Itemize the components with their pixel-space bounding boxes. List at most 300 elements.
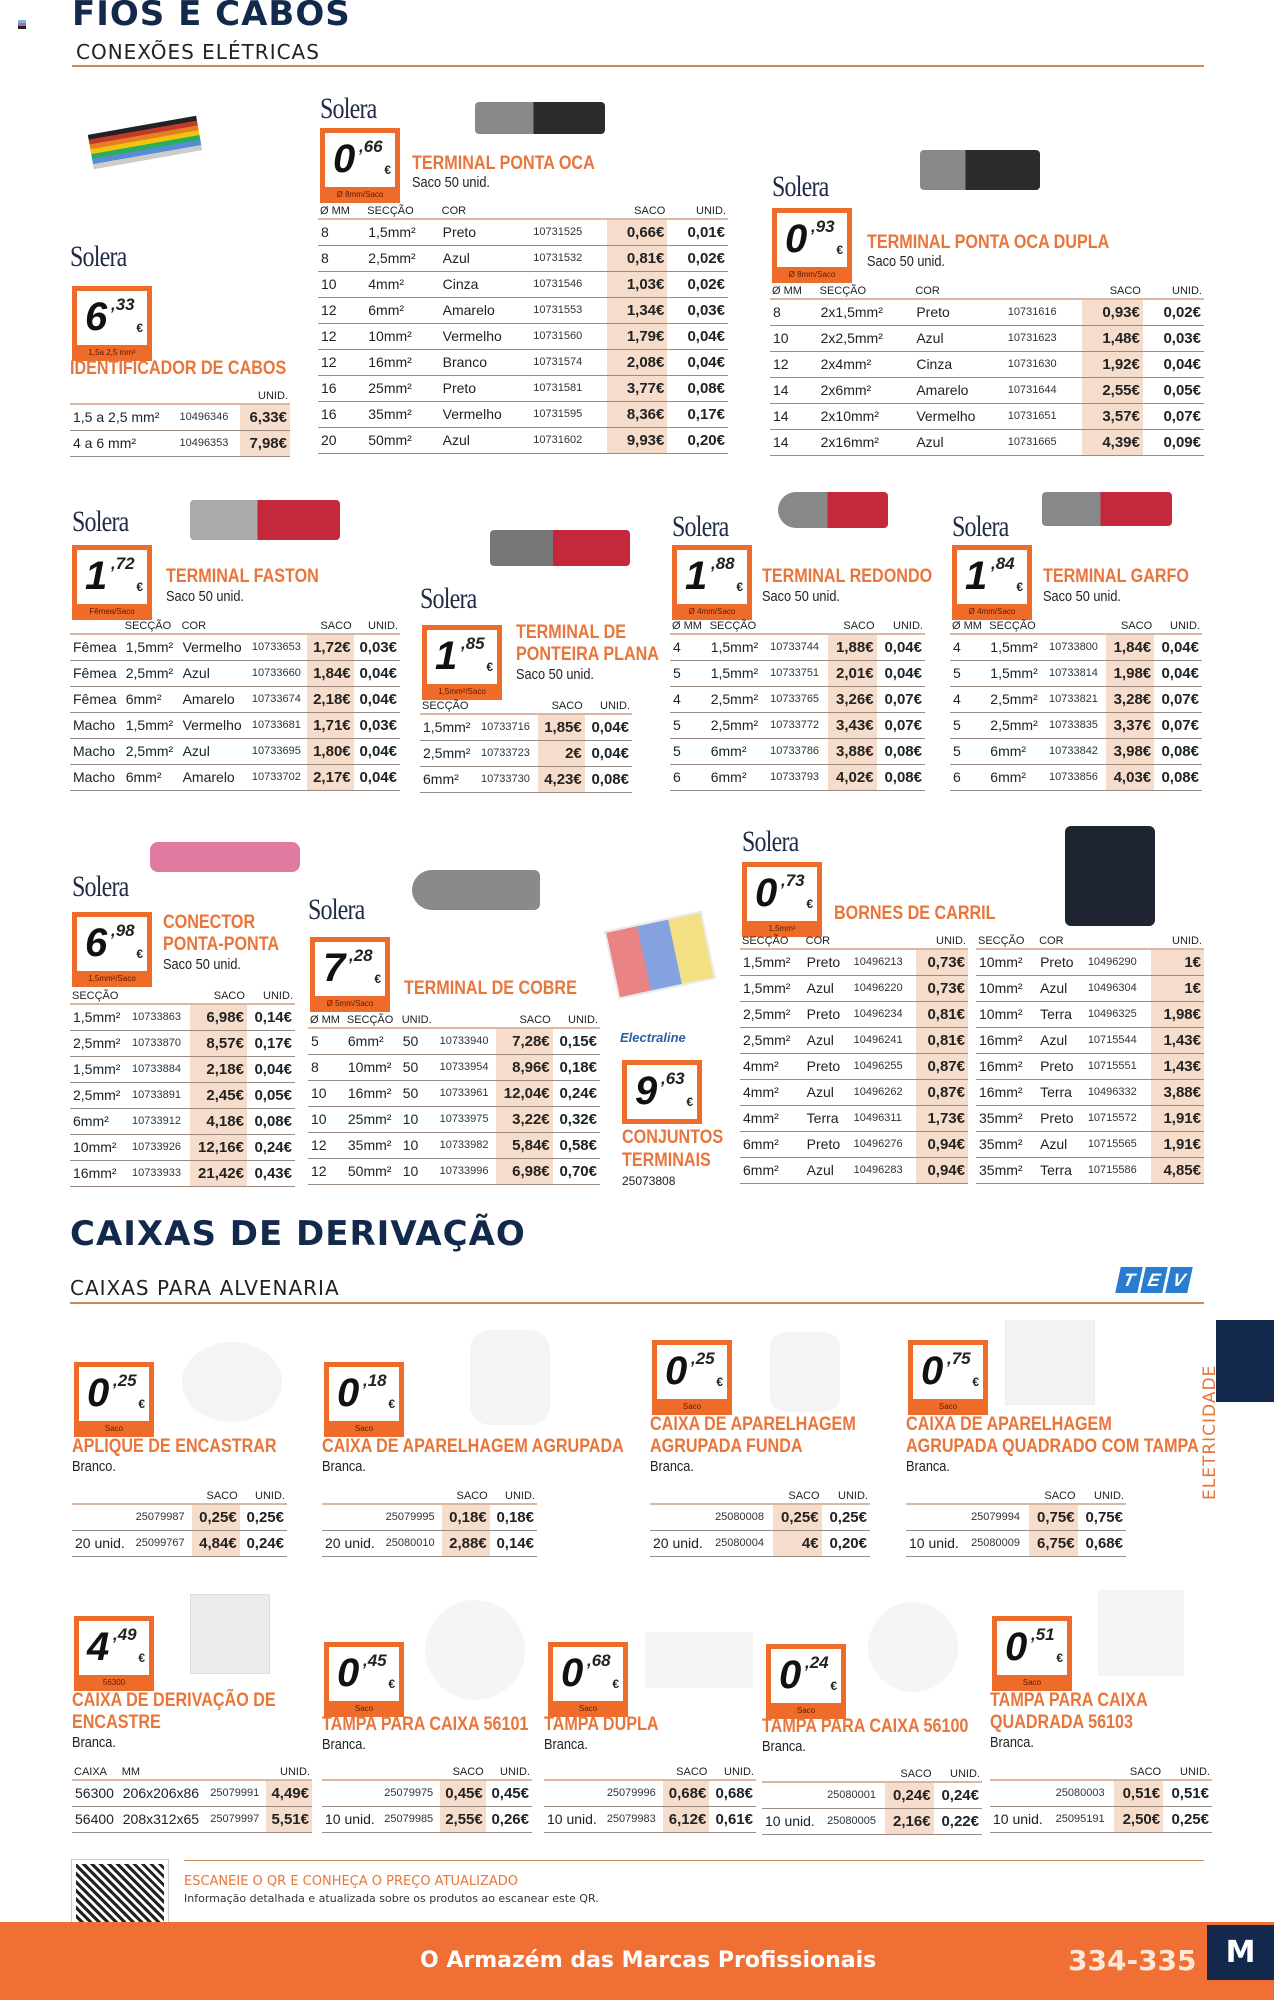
table-cell: 4,49€: [266, 1780, 312, 1806]
table-cell: 6: [950, 764, 987, 790]
table-cell: 10496220: [851, 975, 916, 1001]
table-cell: 0,18€: [553, 1054, 600, 1080]
table-cell: 2,50€: [1114, 1806, 1163, 1832]
table-cell: Vermelho: [180, 634, 249, 660]
table-cell: 0,05€: [247, 1082, 295, 1108]
box-image: [1005, 1320, 1095, 1405]
table-cell: 2,5mm²: [70, 1082, 129, 1108]
table-row: [976, 975, 1204, 1001]
table-cell: 0,73€: [916, 975, 968, 1001]
table-cell: 0,08€: [877, 764, 925, 790]
table-cell: 10mm²: [976, 1001, 1037, 1027]
table-row: [976, 1027, 1204, 1053]
price-tag: 0 ,25 € Saco: [74, 1362, 154, 1426]
table-cell: 6,98€: [190, 1004, 247, 1030]
table-cell: 0,04€: [354, 738, 400, 764]
product-title: CAIXA DE APARELHAGEM: [650, 1414, 856, 1435]
ferrule-image: [475, 102, 605, 134]
table-cell: 0,01€: [667, 219, 728, 245]
table-row: [70, 634, 400, 660]
table-row: [70, 1108, 295, 1134]
table-cell: Amarelo: [180, 764, 249, 790]
table-row: [670, 738, 925, 764]
table-cell: 6: [670, 764, 708, 790]
table-cell: 0,04€: [585, 714, 632, 740]
table-cell: 1,5mm²: [987, 660, 1046, 686]
table-cell: 0,08€: [585, 766, 632, 792]
bornes-table-right: SECÇÃO COR UNID. 10mm² Preto 10496290 1€ 10mm² Azul 10496304 1€ 10mm² Terra 10496325 1,98€ 16mm² Azul 10715544 1,43€ 16mm² Preto 10715551 1,43€ 16mm² Terra 10496332 3,88€ 35mm² Preto 10715572 1,91€ 35mm² Azul 10715565 1,91€ 35mm² Terra 10715586 4,85€: [976, 933, 1204, 1184]
table-row: [318, 219, 728, 245]
table-cell: 16: [318, 401, 365, 427]
table-cell: Preto: [804, 1053, 851, 1079]
table-cell: 10731595: [530, 401, 606, 427]
brand-logo: Solera: [672, 510, 729, 543]
table-cell: 2,5mm²: [420, 740, 478, 766]
table-cell: 10715572: [1085, 1105, 1151, 1131]
table-cell: 10731546: [530, 271, 606, 297]
table-cell: 6mm²: [987, 764, 1046, 790]
table-cell: 1,43€: [1151, 1027, 1204, 1053]
table-cell: 10733723: [478, 740, 538, 766]
table-row: [308, 1106, 600, 1132]
dupla-table: SACO UNID. 25079996 0,68€ 0,68€ 10 unid. 25079983 6,12€ 0,61€: [544, 1764, 756, 1833]
table-cell: 1,88€: [828, 634, 876, 660]
table-cell: Azul: [1037, 1131, 1085, 1157]
product-title: TERMINAL FASTON: [166, 566, 319, 587]
table-cell: 10733744: [767, 634, 828, 660]
product-title: CONJUNTOS: [622, 1127, 724, 1148]
product-title: TAMPA PARA CAIXA: [990, 1690, 1148, 1711]
price-tag: 1 ,85 € 1,5mm²/Saco: [422, 625, 502, 689]
agrupada-table: SACO UNID. 25079995 0,18€ 0,18€ 20 unid. 25080010 2,88€ 0,14€: [322, 1488, 537, 1557]
table-cell: 0,22€: [934, 1808, 982, 1834]
box-image: [470, 1330, 550, 1425]
table-row: [950, 712, 1202, 738]
table-cell: 10731574: [530, 349, 606, 375]
table-row: [70, 686, 400, 712]
table-cell: 50: [400, 1054, 437, 1080]
table-cell: 0,68€: [663, 1780, 710, 1806]
table-row: [318, 401, 728, 427]
table-cell: 0,24€: [934, 1782, 982, 1808]
table-cell: 1,5mm²: [123, 712, 180, 738]
table-cell: 2,5mm²: [708, 712, 767, 738]
table-row: [318, 297, 728, 323]
side-tab: [1216, 1320, 1274, 1402]
table-cell: 1,03€: [607, 271, 668, 297]
table-cell: 2,5mm²: [70, 1030, 129, 1056]
price-tag: 0 ,51 € Saco: [992, 1616, 1072, 1680]
cover-image: [1098, 1590, 1184, 1676]
table-cell: 10733702: [249, 764, 307, 790]
table-cell: 2x2,5mm²: [818, 325, 914, 351]
table-cell: 0,20€: [667, 427, 728, 453]
table-cell: 50: [400, 1080, 437, 1106]
table-cell: Terra: [804, 1105, 851, 1131]
table-cell: 1,72€: [307, 634, 353, 660]
table-row: [322, 1530, 537, 1556]
cover-image: [868, 1602, 958, 1692]
table-cell: 0,45€: [440, 1780, 486, 1806]
table-cell: 0,14€: [490, 1530, 537, 1556]
table-cell: 16: [318, 375, 365, 401]
table-cell: 2,5mm²: [123, 660, 180, 686]
table-row: [976, 1157, 1204, 1183]
table-cell: 0,03€: [354, 634, 400, 660]
table-cell: 0,66€: [607, 219, 668, 245]
cable-identifier-image: [88, 116, 202, 170]
table-cell: 10496234: [851, 1001, 916, 1027]
table-cell: 10733835: [1046, 712, 1106, 738]
product-subtitle: Branca.: [72, 1734, 116, 1751]
table-cell: 10: [400, 1106, 437, 1132]
table-cell: 3,22€: [496, 1106, 552, 1132]
table-cell: 2x1,5mm²: [818, 299, 914, 325]
table-cell: 35mm²: [365, 401, 439, 427]
table-row: [650, 1530, 870, 1556]
table-cell: 25079987: [133, 1504, 193, 1530]
table-cell: 2,18€: [190, 1056, 247, 1082]
table-cell: 0,15€: [553, 1028, 600, 1054]
table-cell: 10: [318, 271, 365, 297]
table-cell: 6mm²: [345, 1028, 400, 1054]
table-cell: 0,73€: [916, 949, 968, 975]
table-cell: 4: [670, 686, 708, 712]
table-cell: 12: [318, 323, 365, 349]
table-cell: 10733695: [249, 738, 307, 764]
section-subtitle: CAIXAS PARA ALVENARIA: [70, 1276, 340, 1300]
table-cell: 0,24€: [247, 1134, 295, 1160]
table-cell: 10715551: [1085, 1053, 1151, 1079]
copper-lug-image: [412, 870, 540, 910]
table-cell: Macho: [70, 712, 123, 738]
table-cell: 8: [318, 219, 365, 245]
table-cell: 6mm²: [420, 766, 478, 792]
table-cell: 0,17€: [667, 401, 728, 427]
table-cell: Azul: [180, 660, 249, 686]
price-tag: 6 ,98 € 1,5mm²/Saco: [72, 912, 152, 976]
table-row: [322, 1806, 532, 1832]
table-cell: 10: [400, 1158, 437, 1184]
table-cell: 1,5mm²: [740, 975, 804, 1001]
table-cell: Fêmea: [70, 686, 123, 712]
table-row: [318, 271, 728, 297]
table-row: [670, 660, 925, 686]
table-cell: 4,03€: [1106, 764, 1154, 790]
table-cell: 1,5mm²: [123, 634, 180, 660]
table-cell: 10733891: [129, 1082, 190, 1108]
brand-logo: Solera: [420, 582, 477, 615]
redondo-table: Ø MM SECÇÃO SACO UNID. 4 1,5mm² 10733744 1,88€ 0,04€ 5 1,5mm² 10733751 2,01€ 0,04€ 4 2,5mm² 10733765 3,26€ 0,07€ 5 2,5mm² 10733772 3,43€ 0,07€ 5 6mm² 10733786 3,88€ 0,08€ 6 6mm² 10733793 4,02€ 0,08€: [670, 618, 925, 791]
table-cell: 0,08€: [1154, 764, 1202, 790]
table-cell: Amarelo: [180, 686, 249, 712]
product-subtitle: Saco 50 unid.: [762, 588, 840, 605]
table-cell: 10496241: [851, 1027, 916, 1053]
table-row: [670, 712, 925, 738]
table-row: [950, 660, 1202, 686]
table-cell: Azul: [440, 427, 531, 453]
table-cell: 10733933: [129, 1160, 190, 1186]
table-cell: 4€: [773, 1530, 821, 1556]
table-cell: 10733674: [249, 686, 307, 712]
butt-connector-image: [150, 842, 300, 872]
table-cell: Azul: [913, 429, 1004, 455]
table-cell: 6mm²: [708, 764, 767, 790]
table-row: [976, 1001, 1204, 1027]
table-row: [72, 1504, 287, 1530]
identificador-table: UNID. 1,5 a 2,5 mm² 10496346 6,33€ 4 a 6 mm² 10496353 7,98€: [70, 388, 290, 457]
table-cell: Azul: [440, 245, 531, 271]
table-cell: Azul: [1037, 975, 1085, 1001]
box-image: [182, 1342, 282, 1422]
table-cell: Preto: [440, 219, 531, 245]
table-cell: 3,26€: [828, 686, 876, 712]
table-cell: 1,43€: [1151, 1053, 1204, 1079]
table-row: [740, 975, 968, 1001]
table-cell: [72, 1504, 133, 1530]
table-cell: 4,18€: [190, 1108, 247, 1134]
table-cell: 12: [318, 349, 365, 375]
table-cell: 0,03€: [1143, 325, 1204, 351]
table-cell: Macho: [70, 764, 123, 790]
table-row: [72, 1780, 312, 1806]
table-cell: 10496304: [1085, 975, 1151, 1001]
table-cell: Amarelo: [440, 297, 531, 323]
table-cell: 1,71€: [307, 712, 353, 738]
table-row: [906, 1530, 1126, 1556]
table-cell: 25080008: [712, 1504, 773, 1530]
table-row: [740, 1079, 968, 1105]
table-cell: 0,08€: [667, 375, 728, 401]
table-cell: 2,16€: [885, 1808, 933, 1834]
table-cell: 6mm²: [987, 738, 1046, 764]
brand-logo: Solera: [952, 510, 1009, 543]
table-row: [322, 1504, 537, 1530]
table-cell: 0,58€: [553, 1132, 600, 1158]
product-title: CAIXA DE APARELHAGEM AGRUPADA: [322, 1436, 624, 1457]
aplique-table: SACO UNID. 25079987 0,25€ 0,25€ 20 unid. 25099767 4,84€ 0,24€: [72, 1488, 287, 1557]
table-row: [70, 738, 400, 764]
table-cell: 3,88€: [1151, 1079, 1204, 1105]
table-cell: 8: [770, 299, 818, 325]
table-row: [740, 949, 968, 975]
table-cell: 16mm²: [70, 1160, 129, 1186]
table-cell: 0,04€: [354, 686, 400, 712]
table-cell: 25080005: [824, 1808, 885, 1834]
table-cell: 0,24€: [885, 1782, 933, 1808]
table-cell: Azul: [913, 325, 1004, 351]
table-cell: 0,32€: [553, 1106, 600, 1132]
table-row: [950, 764, 1202, 790]
table-cell: 56400: [72, 1806, 120, 1832]
table-cell: 10733800: [1046, 634, 1106, 660]
table-cell: 0,81€: [607, 245, 668, 271]
table-cell: [544, 1780, 604, 1806]
table-cell: 6,12€: [663, 1806, 710, 1832]
table-cell: 16mm²: [976, 1027, 1037, 1053]
brand-logo: Solera: [72, 505, 129, 538]
table-cell: 2x16mm²: [818, 429, 914, 455]
table-cell: Terra: [1037, 1079, 1085, 1105]
product-subtitle: Branca.: [990, 1734, 1034, 1751]
table-row: [670, 764, 925, 790]
table-cell: Preto: [913, 299, 1004, 325]
table-cell: 10733681: [249, 712, 307, 738]
table-cell: 56300: [72, 1780, 120, 1806]
table-cell: 10731630: [1005, 351, 1082, 377]
table-cell: 1,84€: [1106, 634, 1154, 660]
table-cell: 6mm²: [123, 764, 180, 790]
table-row: [72, 1530, 287, 1556]
product-title: PONTEIRA PLANA: [516, 644, 659, 665]
table-cell: 1,91€: [1151, 1131, 1204, 1157]
price-tag: 0 ,73 € 1,5mm²: [742, 862, 822, 926]
product-title: ENCASTRE: [72, 1712, 161, 1733]
funda-table: SACO UNID. 25080008 0,25€ 0,25€ 20 unid. 25080004 4€ 0,20€: [650, 1488, 870, 1557]
table-cell: Azul: [1037, 1027, 1085, 1053]
section-title: CAIXAS DE DERIVAÇÃO: [70, 1214, 526, 1254]
product-title: TERMINAL DE: [516, 622, 627, 643]
faston-image: [190, 500, 340, 540]
table-cell: 25079995: [383, 1504, 443, 1530]
table-cell: 0,02€: [667, 271, 728, 297]
table-cell: 0,70€: [553, 1158, 600, 1184]
table-cell: Terra: [1037, 1157, 1085, 1183]
price-tag: 0 ,24 € Saco: [766, 1644, 846, 1708]
table-cell: 10731651: [1005, 403, 1082, 429]
table-row: [420, 714, 632, 740]
table-cell: 0,25€: [1163, 1806, 1212, 1832]
section-subtitle: CONEXÕES ELÉTRICAS: [76, 40, 320, 64]
table-cell: 10715586: [1085, 1157, 1151, 1183]
bornes-table-left: SECÇÃO COR UNID. 1,5mm² Preto 10496213 0,73€ 1,5mm² Azul 10496220 0,73€ 2,5mm² Preto 10496234 0,81€ 2,5mm² Azul 10496241 0,81€ 4mm² Preto 10496255 0,87€ 4mm² Azul 10496262 0,87€ 4mm² Terra 10496311 1,73€ 6mm² Preto 10496276 0,94€ 6mm² Azul 10496283 0,94€: [740, 933, 968, 1184]
table-cell: 16mm²: [976, 1079, 1037, 1105]
table-cell: 206x206x86: [120, 1780, 207, 1806]
product-subtitle: Saco 50 unid.: [166, 588, 244, 605]
table-cell: 5: [308, 1028, 345, 1054]
table-cell: Fêmea: [70, 634, 123, 660]
table-cell: Macho: [70, 738, 123, 764]
table-cell: 0,18€: [490, 1504, 537, 1530]
table-row: [950, 686, 1202, 712]
table-cell: 4: [670, 634, 708, 660]
table-cell: Preto: [1037, 1053, 1085, 1079]
table-cell: 50mm²: [365, 427, 439, 453]
table-cell: 20: [318, 427, 365, 453]
table-cell: 8: [318, 245, 365, 271]
table-cell: 10733842: [1046, 738, 1106, 764]
table-cell: 2,01€: [828, 660, 876, 686]
qr-description: Informação detalhada e atualizada sobre os produtos ao escanear este QR.: [184, 1892, 599, 1905]
table-cell: 0,09€: [1143, 429, 1204, 455]
table-cell: 10731616: [1005, 299, 1082, 325]
box-image: [770, 1332, 840, 1412]
table-cell: 25079991: [207, 1780, 265, 1806]
table-cell: 1,79€: [607, 323, 668, 349]
table-cell: 0,04€: [585, 740, 632, 766]
table-row: [318, 245, 728, 271]
table-cell: 4mm²: [740, 1105, 804, 1131]
table-cell: 0,02€: [667, 245, 728, 271]
tampa56100-table: SACO UNID. 25080001 0,24€ 0,24€ 10 unid. 25080005 2,16€ 0,22€: [762, 1766, 982, 1835]
table-cell: 1,5mm²: [708, 660, 767, 686]
table-row: [976, 1105, 1204, 1131]
table-cell: 10: [770, 325, 818, 351]
product-subtitle: Branca.: [544, 1736, 588, 1753]
brand-logo: Solera: [742, 825, 799, 858]
table-cell: 0,08€: [1154, 738, 1202, 764]
table-cell: 25099767: [133, 1530, 193, 1556]
table-cell: 25095191: [1053, 1806, 1115, 1832]
table-cell: 10715544: [1085, 1027, 1151, 1053]
table-cell: 0,25€: [773, 1504, 821, 1530]
price-tag: 4 ,49 € 56300: [74, 1616, 154, 1680]
table-cell: 0,20€: [822, 1530, 870, 1556]
table-row: [670, 686, 925, 712]
table-cell: 1,34€: [607, 297, 668, 323]
table-cell: 0,94€: [916, 1157, 968, 1183]
table-row: [990, 1780, 1212, 1806]
product-title: AGRUPADA FUNDA: [650, 1436, 803, 1457]
product-subtitle: Branco.: [72, 1458, 116, 1475]
table-cell: 25mm²: [345, 1106, 400, 1132]
table-cell: 35mm²: [976, 1131, 1037, 1157]
table-cell: 10: [308, 1106, 345, 1132]
table-cell: 4,84€: [192, 1530, 239, 1556]
table-cell: 25080009: [968, 1530, 1029, 1556]
product-title: CAIXA DE DERIVAÇÃO DE: [72, 1690, 276, 1711]
table-cell: 2,17€: [307, 764, 353, 790]
table-cell: 0,43€: [247, 1160, 295, 1186]
table-row: [318, 323, 728, 349]
table-cell: 10733982: [437, 1132, 497, 1158]
table-cell: 3,57€: [1082, 403, 1143, 429]
table-cell: 0,07€: [1154, 686, 1202, 712]
table-cell: 10731623: [1005, 325, 1082, 351]
table-cell: 25080001: [824, 1782, 885, 1808]
table-cell: 4: [950, 634, 987, 660]
table-cell: 16mm²: [345, 1080, 400, 1106]
brand-m-logo: M: [1207, 1925, 1274, 1980]
table-cell: Azul: [804, 975, 851, 1001]
table-cell: 0,02€: [1143, 299, 1204, 325]
table-cell: 10 unid.: [322, 1806, 381, 1832]
table-cell: 10733954: [437, 1054, 497, 1080]
table-cell: 1,73€: [916, 1105, 968, 1131]
product-code: 25073808: [622, 1174, 676, 1188]
table-cell: Azul: [804, 1027, 851, 1053]
cover-image: [425, 1600, 525, 1700]
twin-ferrule-image: [920, 150, 1040, 190]
table-row: [950, 738, 1202, 764]
table-cell: 3,77€: [607, 375, 668, 401]
table-cell: 10733653: [249, 634, 307, 660]
table-cell: Azul: [180, 738, 249, 764]
table-row: [762, 1782, 982, 1808]
ponta-oca-table: Ø MM SECÇÃO COR SACO UNID. 8 1,5mm² Preto 10731525 0,66€ 0,01€ 8 2,5mm² Azul 10731532 0,81€ 0,02€ 10 4mm² Cinza 10731546 1,03€ 0,02€ 12 6mm² Amarelo 10731553 1,34€ 0,03€ 12 10mm² Vermelho 10731560 1,79€ 0,04€ 12 16mm² Branco 10731574 2,08€ 0,04€ 16 25mm² Preto 10731581 3,77€ 0,08€ 16 35mm² Vermelho 10731595 8,36€ 0,17€ 20 50mm² Azul 10731602 9,93€ 0,20€: [318, 203, 728, 454]
table-cell: 2,5mm²: [987, 712, 1046, 738]
table-cell: 10733975: [437, 1106, 497, 1132]
table-cell: 25080010: [383, 1530, 443, 1556]
table-cell: 3,88€: [828, 738, 876, 764]
product-subtitle: Branca.: [322, 1458, 366, 1475]
table-cell: 2x4mm²: [818, 351, 914, 377]
table-cell: 4,85€: [1151, 1157, 1204, 1183]
table-cell: 8,36€: [607, 401, 668, 427]
table-row: [770, 429, 1204, 455]
table-cell: 4mm²: [740, 1053, 804, 1079]
table-row: [544, 1806, 756, 1832]
